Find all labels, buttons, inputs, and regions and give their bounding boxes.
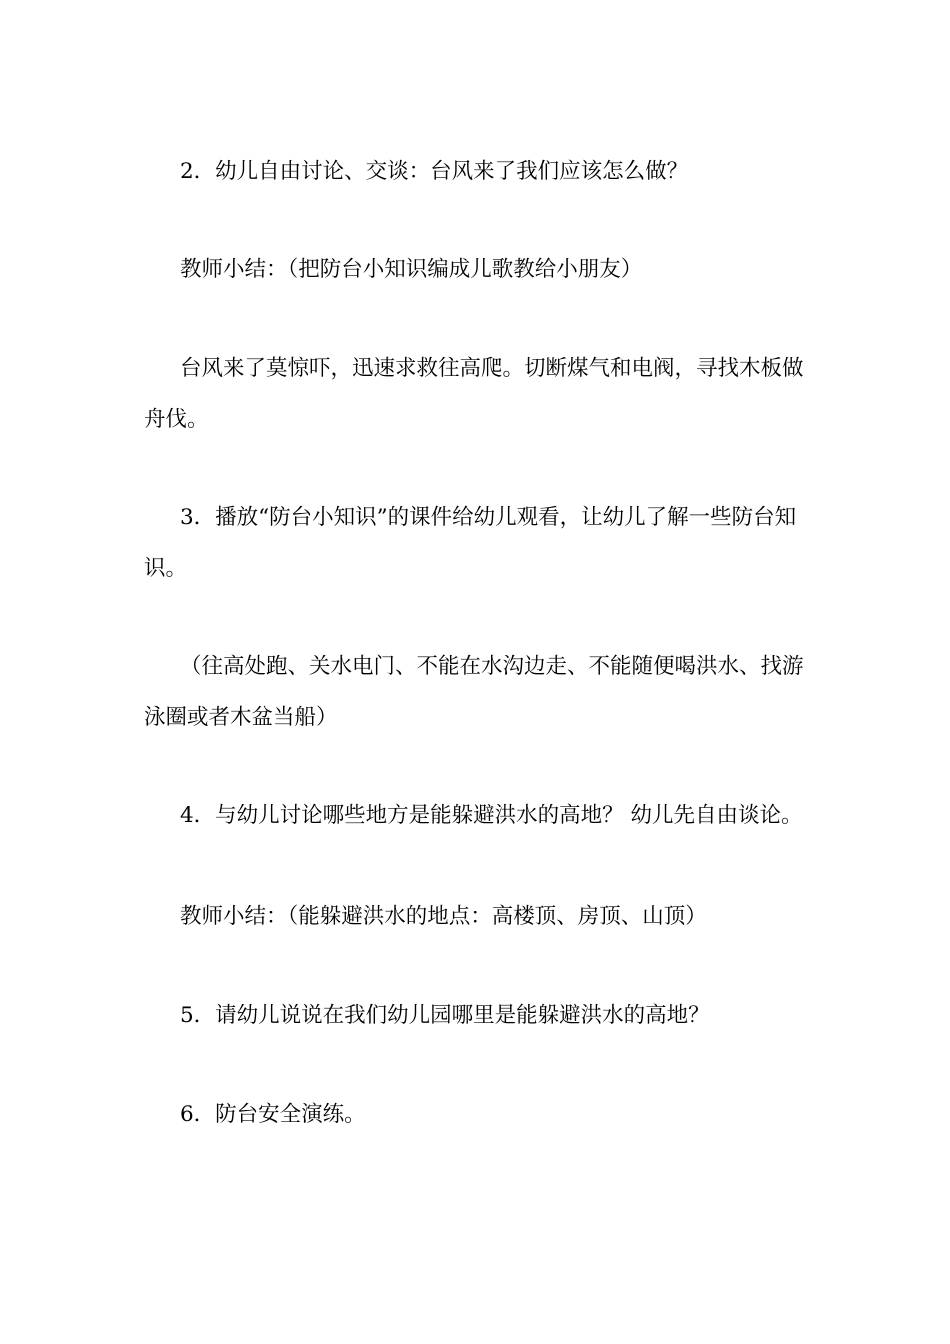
paragraph-step-2-discussion: 2．幼儿自由讨论、交谈：台风来了我们应该怎么做？	[180, 159, 689, 184]
paragraph-teacher-summary-1: 教师小结：（把防台小知识编成儿歌教给小朋友）	[180, 257, 643, 282]
paragraph-step-6-drill: 6．防台安全演练。	[180, 1102, 366, 1127]
paragraph-teacher-summary-2: 教师小结：（能躲避洪水的地点：高楼顶、房顶、山顶）	[180, 904, 707, 929]
paragraph-step-5-kindergarten: 5．请幼儿说说在我们幼儿园哪里是能躲避洪水的高地？	[180, 1003, 710, 1028]
paragraph-step-4-high-ground: 4．与幼儿讨论哪些地方是能躲避洪水的高地？ 幼儿先自由谈论。	[180, 803, 803, 828]
paragraph-step-3-courseware: 3．播放“防台小知识”的课件给幼儿观看，让幼儿了解一些防台知识。	[144, 505, 797, 581]
paragraph-safety-tips: （往高处跑、关水电门、不能在水沟边走、不能随便喝洪水、找游泳圈或者木盆当船）	[144, 654, 804, 730]
paragraph-nursery-rhyme: 台风来了莫惊吓，迅速求救往高爬。切断煤气和电阀，寻找木板做舟伐。	[144, 356, 804, 432]
